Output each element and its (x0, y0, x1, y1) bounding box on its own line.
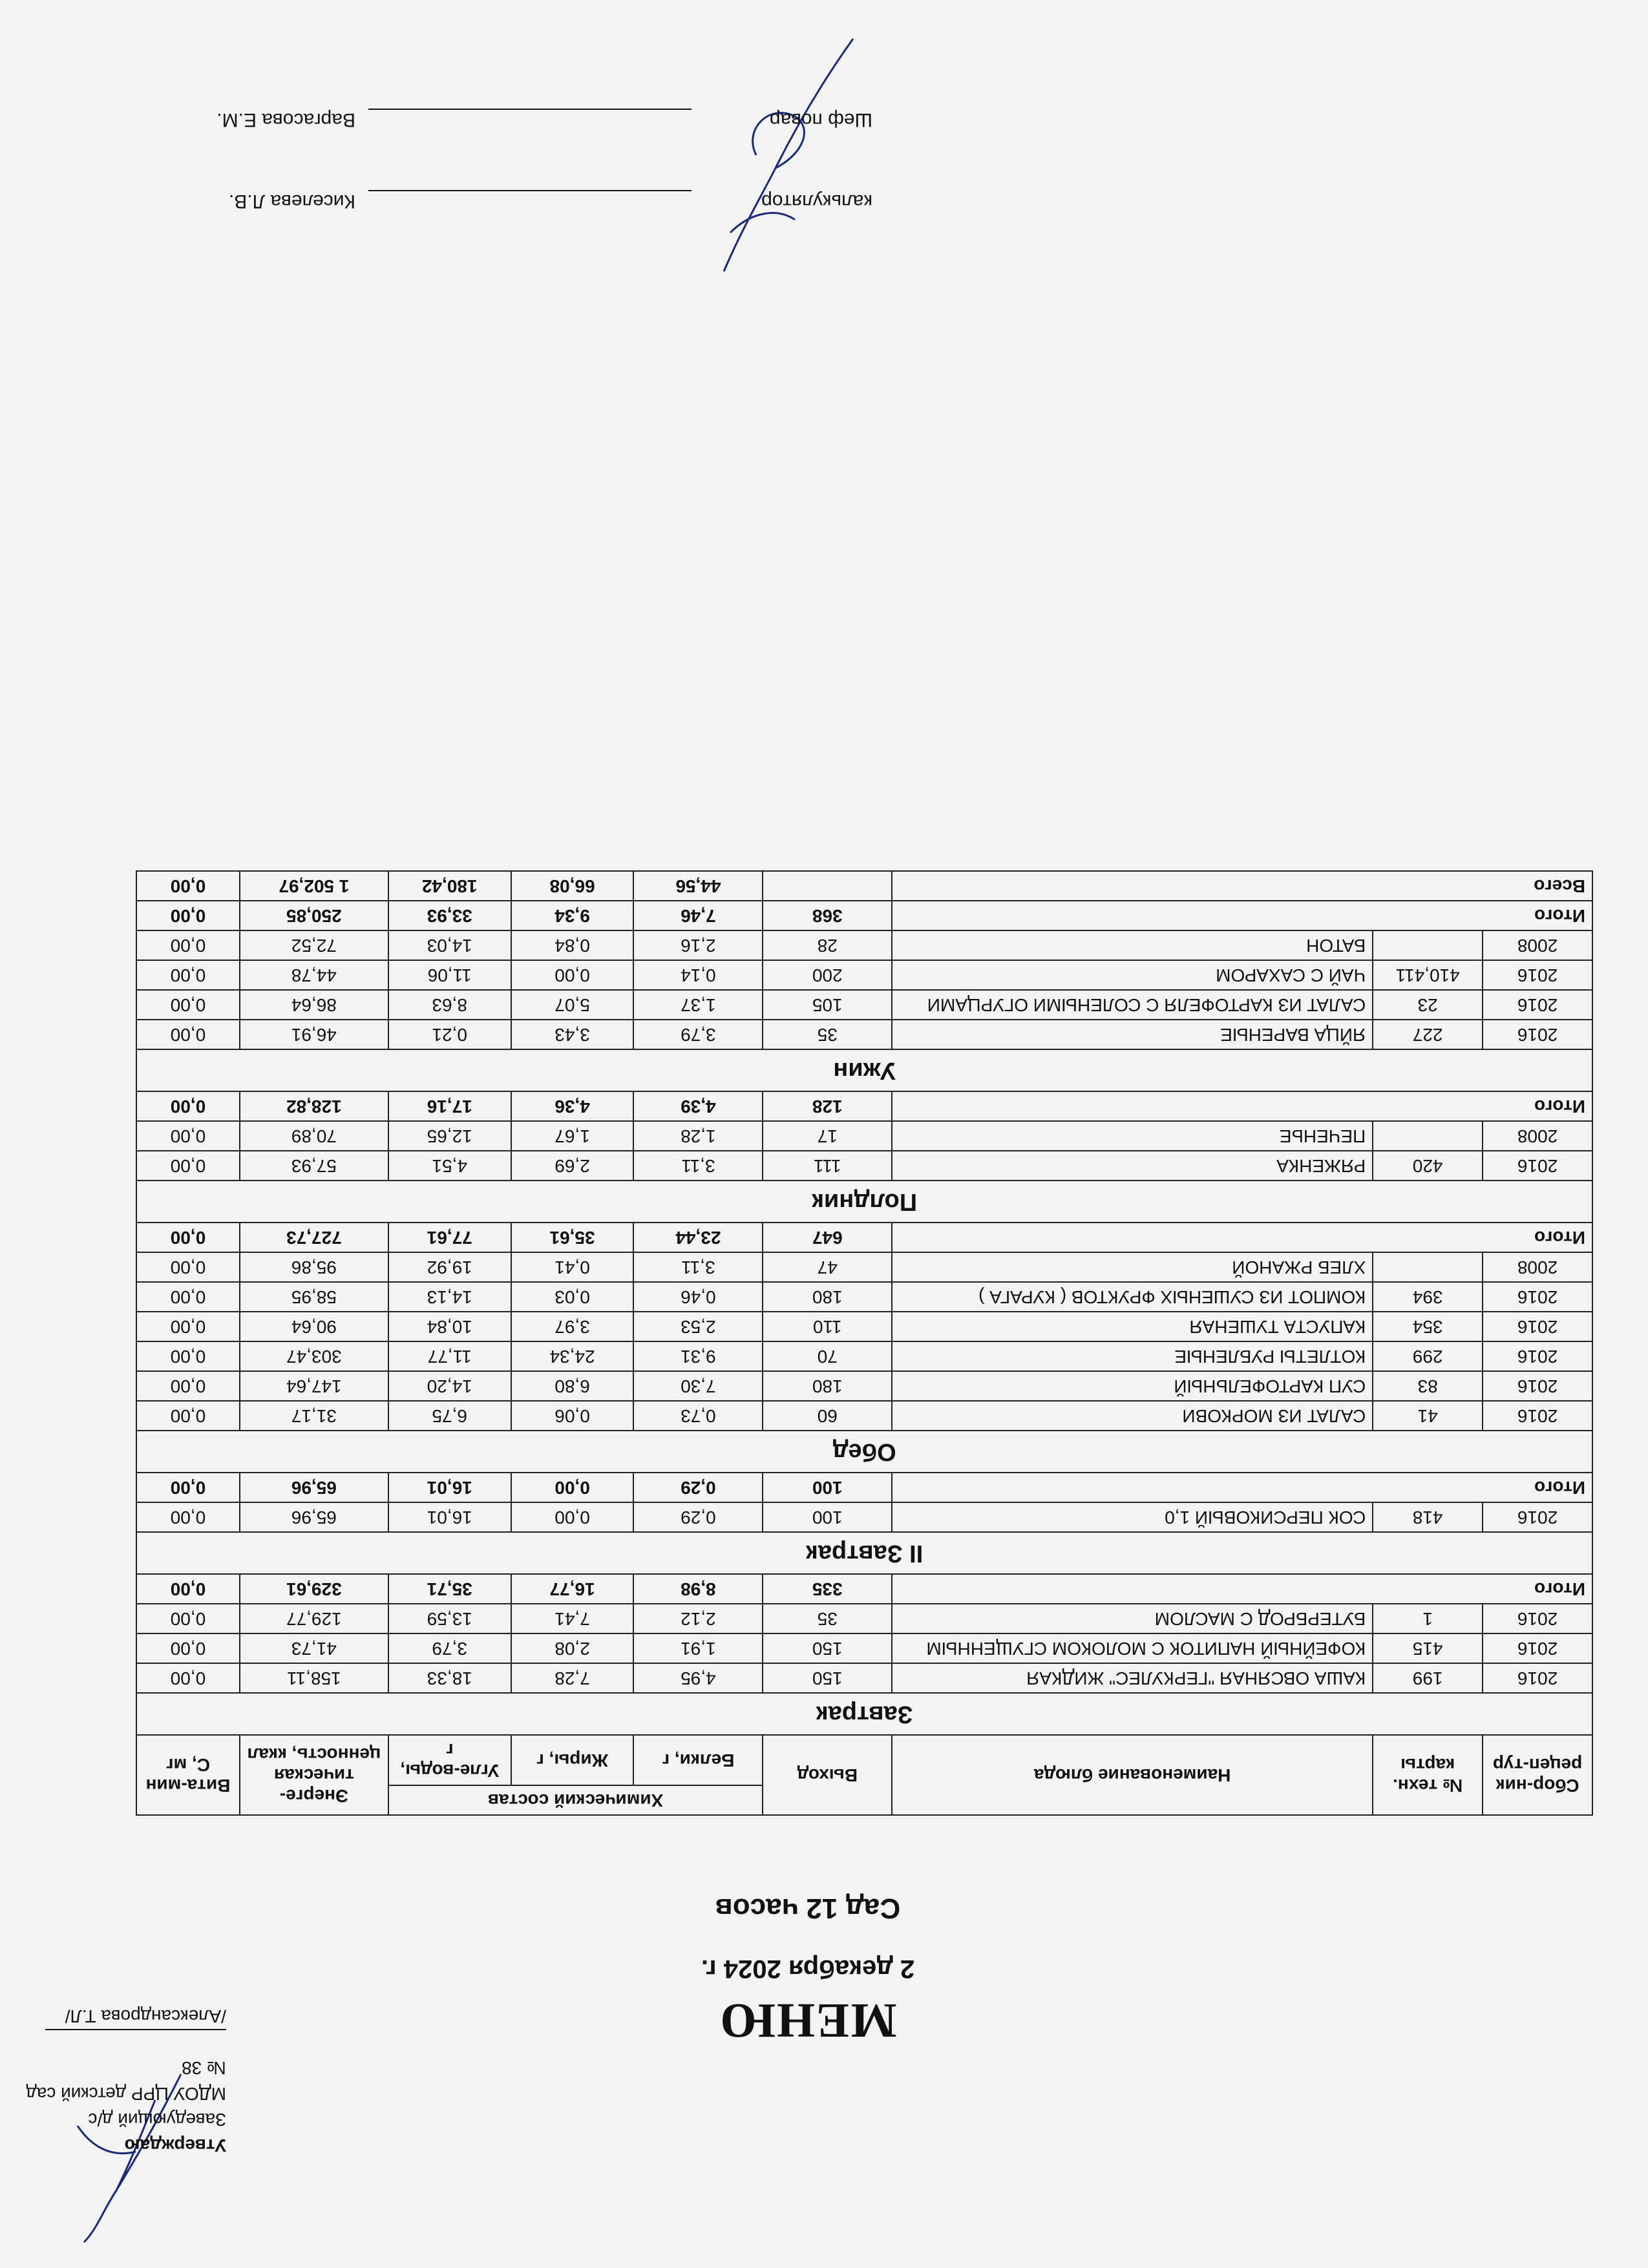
total-label: Итого (892, 1473, 1592, 1502)
cell-c: 0,21 (388, 1020, 511, 1049)
cell-e: 147,64 (240, 1371, 388, 1401)
cell-f: 5,07 (511, 990, 634, 1020)
cell-card: 418 (1373, 1502, 1483, 1532)
cell-card: 23 (1373, 990, 1483, 1020)
total-out: 647 (763, 1223, 892, 1252)
signatures-block (32, 50, 872, 213)
total-c: 16,01 (388, 1473, 511, 1502)
cell-col: 2016 (1483, 1371, 1592, 1401)
cell-out: 28 (763, 930, 892, 960)
cell-out: 35 (763, 1604, 892, 1633)
cell-e: 65,96 (240, 1502, 388, 1532)
cell-e: 58,95 (240, 1282, 388, 1312)
cell-card: 354 (1373, 1312, 1483, 1341)
signature-line (368, 190, 692, 213)
total-row (136, 901, 1592, 930)
cell-p: 3,11 (633, 1151, 763, 1181)
cell-f: 0,00 (511, 1502, 634, 1532)
cell-p: 7,30 (633, 1371, 763, 1401)
cell-p: 2,12 (633, 1604, 763, 1633)
section-header (136, 1049, 1592, 1091)
total-c: 77,61 (388, 1223, 511, 1252)
table-row (136, 1341, 1592, 1371)
total-f: 0,00 (511, 1473, 634, 1502)
total-e: 65,96 (240, 1473, 388, 1502)
menu-date: 2 декабря 2024 г. (701, 1955, 915, 1983)
cell-p: 0,14 (633, 960, 763, 990)
cell-card (1373, 930, 1483, 960)
total-p: 4,39 (633, 1091, 763, 1121)
section-title: Полдник (136, 1181, 1592, 1223)
cell-out: 35 (763, 1020, 892, 1049)
header-carbs: Угле-воды, г (388, 1735, 511, 1785)
table-row (136, 1121, 1592, 1151)
cell-col: 2016 (1483, 1341, 1592, 1371)
cell-f: 7,41 (511, 1604, 634, 1633)
grand-total-row (136, 871, 1592, 901)
approval-heading: Утверждаю (124, 2136, 226, 2156)
cell-out: 180 (763, 1371, 892, 1401)
cell-c: 19,92 (388, 1252, 511, 1282)
cell-p: 1,28 (633, 1121, 763, 1151)
cell-f: 0,03 (511, 1282, 634, 1312)
cell-out: 180 (763, 1282, 892, 1312)
cell-v: 0,00 (136, 1371, 240, 1401)
cell-card: 299 (1373, 1341, 1483, 1371)
table-row (136, 1604, 1592, 1633)
cell-e: 90,64 (240, 1312, 388, 1341)
cell-col: 2008 (1483, 930, 1592, 960)
total-label: Итого (892, 1091, 1592, 1121)
total-c: 17,16 (388, 1091, 511, 1121)
header-card: № техн. карты (1373, 1735, 1483, 1815)
cell-col: 2016 (1483, 1282, 1592, 1312)
total-e: 329,61 (240, 1574, 388, 1604)
cell-dish: ПЕЧЕНЬЕ (892, 1121, 1373, 1151)
table-row (136, 1312, 1592, 1341)
total-label: Итого (892, 901, 1592, 930)
cell-out: 200 (763, 960, 892, 990)
header-name: Наименование блюда (892, 1735, 1373, 1815)
section-title: Обед (136, 1431, 1592, 1473)
cell-dish: КАПУСТА ТУШЕНАЯ (892, 1312, 1373, 1341)
page-title: МЕНЮ (719, 1993, 897, 2048)
cell-c: 16,01 (388, 1502, 511, 1532)
cell-dish: КОМПОТ ИЗ СУШЕНЫХ ФРУКТОВ ( КУРАГА ) (892, 1282, 1373, 1312)
cell-dish: ХЛЕБ РЖАНОЙ (892, 1252, 1373, 1282)
cell-f: 2,69 (511, 1151, 634, 1181)
cell-p: 2,16 (633, 930, 763, 960)
cell-col: 2016 (1483, 1502, 1592, 1532)
header-protein: Белки, г (633, 1735, 763, 1785)
cell-f: 0,06 (511, 1401, 634, 1431)
menu-subtitle: Сад 12 часов (715, 1893, 901, 1924)
cell-e: 129,77 (240, 1604, 388, 1633)
table-row (136, 1371, 1592, 1401)
cell-out: 60 (763, 1401, 892, 1431)
cell-e: 303,47 (240, 1341, 388, 1371)
cell-f: 3,43 (511, 1020, 634, 1049)
cell-c: 10,84 (388, 1312, 511, 1341)
total-e: 128,82 (240, 1091, 388, 1121)
header-collection: Сбор-ник рецеп-тур (1483, 1735, 1592, 1815)
cell-p: 0,29 (633, 1502, 763, 1532)
cell-card: 1 (1373, 1604, 1483, 1633)
signature-row (32, 109, 872, 132)
table-row (136, 1401, 1592, 1431)
cell-card: 420 (1373, 1151, 1483, 1181)
cell-v: 0,00 (136, 1312, 240, 1341)
cell-f: 2,08 (511, 1633, 634, 1663)
cell-p: 1,37 (633, 990, 763, 1020)
cell-c: 8,63 (388, 990, 511, 1020)
approval-signature-line (45, 2029, 226, 2050)
total-label: Итого (892, 1223, 1592, 1252)
cell-dish: БУТЕРБРОД С МАСЛОМ (892, 1604, 1373, 1633)
cell-out: 47 (763, 1252, 892, 1282)
cell-f: 0,00 (511, 960, 634, 990)
total-v: 0,00 (136, 901, 240, 930)
cell-out: 17 (763, 1121, 892, 1151)
total-row (136, 1223, 1592, 1252)
signature-name: Киселева Л.В. (228, 191, 355, 212)
total-row (136, 1473, 1592, 1502)
cell-col: 2016 (1483, 1151, 1592, 1181)
section-header (136, 1532, 1592, 1574)
total-out: 100 (763, 1473, 892, 1502)
cell-e: 70,89 (240, 1121, 388, 1151)
cell-c: 6,75 (388, 1401, 511, 1431)
total-f: 35,61 (511, 1223, 634, 1252)
total-v: 0,00 (136, 1223, 240, 1252)
cell-v: 0,00 (136, 1282, 240, 1312)
cell-f: 7,28 (511, 1663, 634, 1693)
cell-col: 2008 (1483, 1121, 1592, 1151)
cell-c: 12,65 (388, 1121, 511, 1151)
cell-c: 3,79 (388, 1633, 511, 1663)
total-p: 8,98 (633, 1574, 763, 1604)
cell-out: 150 (763, 1633, 892, 1663)
cell-f: 3,97 (511, 1312, 634, 1341)
cell-card: 394 (1373, 1282, 1483, 1312)
grand-total-label: Всего (892, 871, 1592, 901)
cell-e: 158,11 (240, 1663, 388, 1693)
total-e: 250,85 (240, 901, 388, 930)
total-c: 35,71 (388, 1574, 511, 1604)
cell-col: 2016 (1483, 1401, 1592, 1431)
cell-c: 18,33 (388, 1663, 511, 1693)
total-out: 335 (763, 1574, 892, 1604)
table-row (136, 930, 1592, 960)
cell-v: 0,00 (136, 1252, 240, 1282)
section-header (136, 1181, 1592, 1223)
cell-card: 410,411 (1373, 960, 1483, 990)
total-f: 9,34 (511, 901, 634, 930)
section-title: II Завтрак (136, 1532, 1592, 1574)
section-header (136, 1431, 1592, 1473)
cell-c: 11,06 (388, 960, 511, 990)
cell-e: 44,78 (240, 960, 388, 990)
table-row (136, 990, 1592, 1020)
cell-e: 31,17 (240, 1401, 388, 1431)
signature-role: калькулятор (761, 191, 872, 212)
cell-v: 0,00 (136, 960, 240, 990)
grand-total-v: 0,00 (136, 871, 240, 901)
cell-col: 2016 (1483, 1604, 1592, 1633)
cell-c: 14,20 (388, 1371, 511, 1401)
cell-out: 100 (763, 1502, 892, 1532)
cell-dish: БАТОН (892, 930, 1373, 960)
menu-body (136, 871, 1592, 1735)
cell-c: 14,03 (388, 930, 511, 960)
section-header (136, 1693, 1592, 1735)
cell-out: 70 (763, 1341, 892, 1371)
cell-dish: СУП КАРТОФЕЛЬНЫЙ (892, 1371, 1373, 1401)
cell-v: 0,00 (136, 1121, 240, 1151)
cell-out: 111 (763, 1151, 892, 1181)
total-v: 0,00 (136, 1574, 240, 1604)
total-p: 7,46 (633, 901, 763, 930)
total-f: 4,36 (511, 1091, 634, 1121)
section-title: Ужин (136, 1049, 1592, 1091)
table-row (136, 1502, 1592, 1532)
cell-e: 95,86 (240, 1252, 388, 1282)
cell-dish: ЯЙЦА ВАРЕНЫЕ (892, 1020, 1373, 1049)
total-out: 368 (763, 901, 892, 930)
signature-name: Варгасова Е.М. (217, 109, 355, 131)
cell-p: 3,11 (633, 1252, 763, 1282)
cell-v: 0,00 (136, 990, 240, 1020)
menu-table (136, 870, 1593, 1816)
approval-signer: /Александрова Т.Л/ (65, 2006, 226, 2026)
cell-col: 2016 (1483, 960, 1592, 990)
cell-e: 86,64 (240, 990, 388, 1020)
cell-v: 0,00 (136, 1401, 240, 1431)
section-title: Завтрак (136, 1693, 1592, 1735)
cell-col: 2016 (1483, 1663, 1592, 1693)
table-row (136, 1252, 1592, 1282)
cell-c: 13,59 (388, 1604, 511, 1633)
header-fat: Жиры, г (511, 1735, 634, 1785)
header-vitamin: Вита-мин С, мг (136, 1735, 240, 1815)
cell-out: 105 (763, 990, 892, 1020)
cell-dish: САЛАТ ИЗ МОРКОВИ (892, 1401, 1373, 1431)
cell-col: 2016 (1483, 1633, 1592, 1663)
cell-f: 0,41 (511, 1252, 634, 1282)
cell-dish: КАША ОВСЯНАЯ "ГЕРКУЛЕС" ЖИДКАЯ (892, 1663, 1373, 1693)
cell-p: 3,79 (633, 1020, 763, 1049)
cell-f: 24,34 (511, 1341, 634, 1371)
cell-v: 0,00 (136, 1604, 240, 1633)
cell-e: 57,93 (240, 1151, 388, 1181)
grand-total-out (763, 871, 892, 901)
cell-v: 0,00 (136, 1020, 240, 1049)
header-energy: Энерге-тическая ценность, ккал (240, 1735, 388, 1815)
cell-dish: СОК ПЕРСИКОВЫЙ 1,0 (892, 1502, 1373, 1532)
cell-card (1373, 1252, 1483, 1282)
cell-dish: КОФЕЙНЫЙ НАПИТОК С МОЛОКОМ СГУЩЕННЫМ (892, 1633, 1373, 1663)
cell-p: 0,73 (633, 1401, 763, 1431)
cell-dish: САЛАТ ИЗ КАРТОФЕЛЯ С СОЛЕНЫМИ ОГУРЦАМИ (892, 990, 1373, 1020)
table-row (136, 1151, 1592, 1181)
cell-v: 0,00 (136, 1341, 240, 1371)
cell-out: 110 (763, 1312, 892, 1341)
cell-f: 1,67 (511, 1121, 634, 1151)
cell-c: 11,77 (388, 1341, 511, 1371)
cell-v: 0,00 (136, 930, 240, 960)
grand-total-e: 1 502,97 (240, 871, 388, 901)
cell-card: 41 (1373, 1401, 1483, 1431)
signature-line (368, 109, 692, 132)
cell-p: 0,46 (633, 1282, 763, 1312)
total-c: 33,93 (388, 901, 511, 930)
table-row (136, 1020, 1592, 1049)
total-label: Итого (892, 1574, 1592, 1604)
signature-role: Шеф повар (769, 109, 872, 131)
cell-col: 2016 (1483, 1020, 1592, 1049)
cell-p: 4,95 (633, 1663, 763, 1693)
total-out: 128 (763, 1091, 892, 1121)
cell-col: 2016 (1483, 1312, 1592, 1341)
grand-total-f: 66,08 (511, 871, 634, 901)
table-row (136, 1282, 1592, 1312)
header-yield: Выход (763, 1735, 892, 1815)
cell-col: 2008 (1483, 1252, 1592, 1282)
table-row (136, 960, 1592, 990)
cell-p: 2,53 (633, 1312, 763, 1341)
cell-v: 0,00 (136, 1151, 240, 1181)
cell-p: 1,91 (633, 1633, 763, 1663)
cell-f: 6,80 (511, 1371, 634, 1401)
total-row (136, 1574, 1592, 1604)
cell-col: 2016 (1483, 990, 1592, 1020)
total-v: 0,00 (136, 1473, 240, 1502)
total-e: 727,73 (240, 1223, 388, 1252)
approval-line-2: МДОУ ЦРР детский сад № 38 (26, 2058, 226, 2104)
cell-f: 0,84 (511, 930, 634, 960)
cell-p: 9,31 (633, 1341, 763, 1371)
total-p: 0,29 (633, 1473, 763, 1502)
total-v: 0,00 (136, 1091, 240, 1121)
approval-line-1: Заведующий д/с (88, 2110, 226, 2130)
header-chem: Химический состав (388, 1785, 763, 1815)
cell-e: 46,91 (240, 1020, 388, 1049)
cell-v: 0,00 (136, 1502, 240, 1532)
cell-c: 14,13 (388, 1282, 511, 1312)
title-block (355, 1892, 1260, 2048)
cell-e: 72,52 (240, 930, 388, 960)
signature-row (32, 190, 872, 213)
grand-total-c: 180,42 (388, 871, 511, 901)
table-row (136, 1663, 1592, 1693)
table-row (136, 1633, 1592, 1663)
cell-card: 415 (1373, 1633, 1483, 1663)
cell-dish: РЯЖЕНКА (892, 1151, 1373, 1181)
cell-out: 150 (763, 1663, 892, 1693)
cell-v: 0,00 (136, 1633, 240, 1663)
total-row (136, 1091, 1592, 1121)
cell-dish: ЧАЙ С САХАРОМ (892, 960, 1373, 990)
cell-v: 0,00 (136, 1663, 240, 1693)
approval-block (19, 2003, 226, 2158)
cell-card: 199 (1373, 1663, 1483, 1693)
cell-dish: КОТЛЕТЫ РУБЛЕНЫЕ (892, 1341, 1373, 1371)
cell-e: 41,73 (240, 1633, 388, 1663)
total-f: 16,77 (511, 1574, 634, 1604)
cell-card (1373, 1121, 1483, 1151)
cell-card: 83 (1373, 1371, 1483, 1401)
cell-card: 227 (1373, 1020, 1483, 1049)
cell-c: 4,51 (388, 1151, 511, 1181)
grand-total-p: 44,56 (633, 871, 763, 901)
total-p: 23,44 (633, 1223, 763, 1252)
